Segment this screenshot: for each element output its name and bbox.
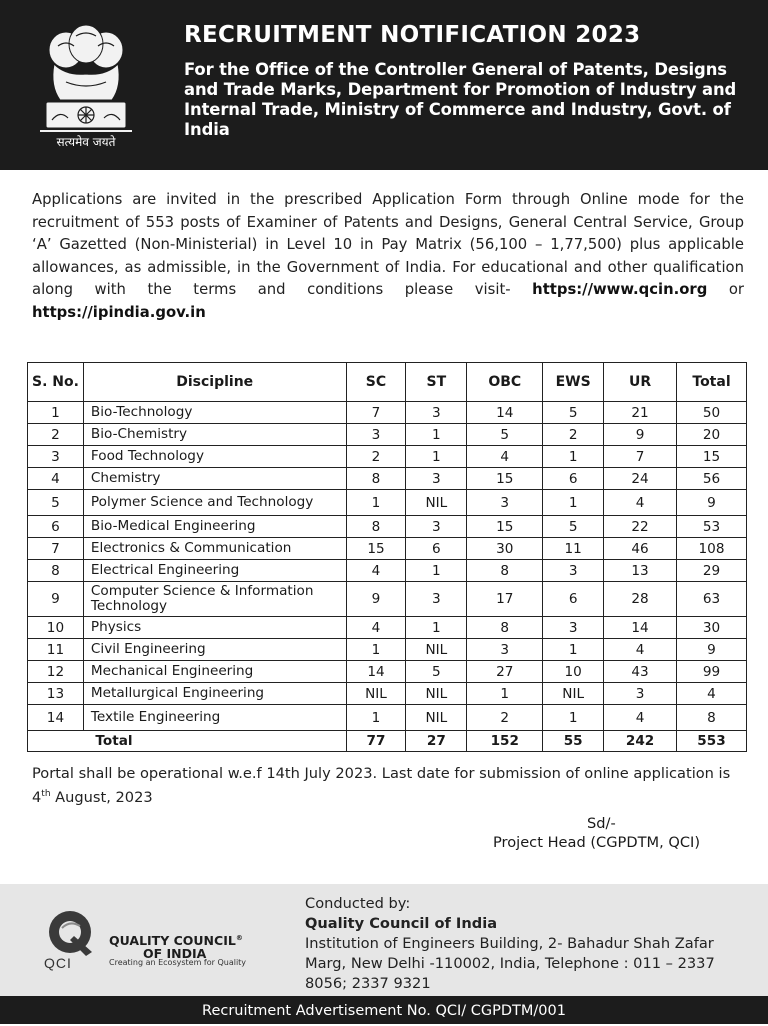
cell-discipline: Electronics & Communication <box>83 538 346 560</box>
cell-ews: 2 <box>543 424 604 446</box>
signature-sd: Sd/- <box>587 815 616 832</box>
cell-sno: 3 <box>28 446 84 468</box>
cell-ur: 43 <box>604 661 677 683</box>
cell-total: 53 <box>677 516 747 538</box>
cell-obc: 8 <box>467 617 543 639</box>
intro-paragraph <box>32 189 744 324</box>
intro-text: Applications are invited in the prescribed Application Form through Online mode for the recruitment of 553 posts of Examiner of Patents and Designs, General Central Service, Group ‘A’ Gazetted (Non-Ministerial) in Level 10 in Pay Matrix (56,100 – 1,77,500) plus applicable allowances, as admissible, in the Government of India. For educational and other qualification along with the terms and conditions please visit- <box>32 191 744 298</box>
cell-obc: 17 <box>467 582 543 617</box>
header-discipline: Discipline <box>83 363 346 402</box>
cell-ews: 3 <box>543 560 604 582</box>
cell-obc: 2 <box>467 705 543 731</box>
header-banner <box>0 0 768 170</box>
cell-ur: 3 <box>604 683 677 705</box>
cell-sc: NIL <box>346 683 406 705</box>
table-row <box>28 402 747 424</box>
cell-st: 5 <box>406 661 467 683</box>
cell-sc: 15 <box>346 538 406 560</box>
header-ews: EWS <box>543 363 604 402</box>
cell-ur: 4 <box>604 490 677 516</box>
cell-sno: 4 <box>28 468 84 490</box>
cell-ews: 10 <box>543 661 604 683</box>
cell-sno: 7 <box>28 538 84 560</box>
cell-discipline: Physics <box>83 617 346 639</box>
cell-total: 20 <box>677 424 747 446</box>
qci-name: QUALITY COUNCIL® OF INDIA <box>109 933 243 962</box>
cell-ur: 24 <box>604 468 677 490</box>
cell-ews: 6 <box>543 582 604 617</box>
cell-discipline: Polymer Science and Technology <box>83 490 346 516</box>
total-total: 553 <box>677 731 747 752</box>
qci-logo-text: QCI <box>44 955 72 971</box>
cell-sc: 3 <box>346 424 406 446</box>
cell-total: 15 <box>677 446 747 468</box>
cell-st: 1 <box>406 617 467 639</box>
cell-total: 50 <box>677 402 747 424</box>
table-row <box>28 639 747 661</box>
cell-discipline: Metallurgical Engineering <box>83 683 346 705</box>
table-row <box>28 617 747 639</box>
cell-st: 3 <box>406 516 467 538</box>
table-total-row <box>28 731 747 752</box>
cell-st: NIL <box>406 683 467 705</box>
table-header-row <box>28 363 747 402</box>
cell-ur: 28 <box>604 582 677 617</box>
portal-sup: th <box>41 789 51 799</box>
cell-st: 6 <box>406 538 467 560</box>
cell-sno: 8 <box>28 560 84 582</box>
cell-discipline: Textile Engineering <box>83 705 346 731</box>
cell-sc: 7 <box>346 402 406 424</box>
cell-st: NIL <box>406 639 467 661</box>
cell-sc: 1 <box>346 705 406 731</box>
cell-ews: 5 <box>543 402 604 424</box>
portal-notice <box>32 764 744 808</box>
table-row <box>28 661 747 683</box>
header-obc: OBC <box>467 363 543 402</box>
cell-obc: 5 <box>467 424 543 446</box>
table-row <box>28 705 747 731</box>
cell-sno: 1 <box>28 402 84 424</box>
cell-sc: 2 <box>346 446 406 468</box>
cell-ur: 21 <box>604 402 677 424</box>
cell-discipline: Bio-Technology <box>83 402 346 424</box>
cell-st: NIL <box>406 490 467 516</box>
cell-sc: 1 <box>346 490 406 516</box>
cell-st: 3 <box>406 468 467 490</box>
cell-sno: 11 <box>28 639 84 661</box>
cell-st: 3 <box>406 402 467 424</box>
cell-ews: 6 <box>543 468 604 490</box>
qcin-link[interactable]: https://www.qcin.org <box>532 281 708 298</box>
cell-sno: 12 <box>28 661 84 683</box>
cell-st: NIL <box>406 705 467 731</box>
cell-discipline: Civil Engineering <box>83 639 346 661</box>
cell-sno: 14 <box>28 705 84 731</box>
total-ur: 242 <box>604 731 677 752</box>
cell-discipline: Computer Science & Information Technology <box>83 582 346 617</box>
table-row <box>28 490 747 516</box>
conducting-org: Quality Council of India <box>305 915 498 932</box>
cell-sno: 5 <box>28 490 84 516</box>
table-row <box>28 683 747 705</box>
cell-ews: 1 <box>543 446 604 468</box>
table-row <box>28 424 747 446</box>
cell-sno: 13 <box>28 683 84 705</box>
cell-ews: 3 <box>543 617 604 639</box>
cell-total: 99 <box>677 661 747 683</box>
cell-ur: 46 <box>604 538 677 560</box>
conducted-by-block <box>305 894 745 994</box>
header-ur: UR <box>604 363 677 402</box>
cell-discipline: Bio-Chemistry <box>83 424 346 446</box>
cell-obc: 3 <box>467 490 543 516</box>
cell-obc: 1 <box>467 683 543 705</box>
cell-obc: 27 <box>467 661 543 683</box>
table-row <box>28 516 747 538</box>
cell-sc: 4 <box>346 560 406 582</box>
cell-ews: 1 <box>543 705 604 731</box>
cell-ews: NIL <box>543 683 604 705</box>
cell-total: 63 <box>677 582 747 617</box>
cell-total: 4 <box>677 683 747 705</box>
header-st: ST <box>406 363 467 402</box>
cell-total: 9 <box>677 490 747 516</box>
cell-ur: 4 <box>604 705 677 731</box>
cell-sno: 6 <box>28 516 84 538</box>
cell-sno: 2 <box>28 424 84 446</box>
cell-ur: 22 <box>604 516 677 538</box>
cell-st: 1 <box>406 424 467 446</box>
total-obc: 152 <box>467 731 543 752</box>
cell-obc: 4 <box>467 446 543 468</box>
cell-total: 108 <box>677 538 747 560</box>
emblem-motto: सत्यमेव जयते <box>56 135 116 149</box>
cell-total: 29 <box>677 560 747 582</box>
table-row <box>28 538 747 560</box>
cell-sc: 1 <box>346 639 406 661</box>
cell-sno: 9 <box>28 582 84 617</box>
cell-total: 30 <box>677 617 747 639</box>
qci-tagline: Creating an Ecosystem for Quality <box>109 958 247 967</box>
page-subtitle: For the Office of the Controller General of Patents, Designs and Trade Marks, Department for Promotion of Industry and Internal Trade, Ministry of Commerce and Industry, Govt. of India <box>184 60 737 139</box>
cell-discipline: Chemistry <box>83 468 346 490</box>
cell-discipline: Bio-Medical Engineering <box>83 516 346 538</box>
org-address: Institution of Engineers Building, 2- Bahadur Shah Zafar Marg, New Delhi -110002, India, Telephone : 011 – 2337 8056; 2337 9321 <box>305 935 715 992</box>
cell-ur: 14 <box>604 617 677 639</box>
conducted-by-label: Conducted by: <box>305 895 411 912</box>
cell-ur: 9 <box>604 424 677 446</box>
total-label: Total <box>83 731 346 752</box>
cell-ews: 1 <box>543 639 604 661</box>
cell-sc: 8 <box>346 468 406 490</box>
table-row <box>28 446 747 468</box>
cell-discipline: Electrical Engineering <box>83 560 346 582</box>
cell-ur: 13 <box>604 560 677 582</box>
header-sc: SC <box>346 363 406 402</box>
total-sc: 77 <box>346 731 406 752</box>
total-st: 27 <box>406 731 467 752</box>
cell-ews: 11 <box>543 538 604 560</box>
cell-discipline: Food Technology <box>83 446 346 468</box>
header-total: Total <box>677 363 747 402</box>
cell-st: 1 <box>406 446 467 468</box>
cell-obc: 14 <box>467 402 543 424</box>
page-title: RECRUITMENT NOTIFICATION 2023 <box>184 22 641 48</box>
cell-obc: 15 <box>467 468 543 490</box>
cell-obc: 3 <box>467 639 543 661</box>
cell-sc: 9 <box>346 582 406 617</box>
cell-ews: 1 <box>543 490 604 516</box>
cell-obc: 15 <box>467 516 543 538</box>
cell-st: 1 <box>406 560 467 582</box>
portal-text: Portal shall be operational w.e.f 14th July 2023. Last date for submission of online application is 4 <box>32 765 731 806</box>
cell-sc: 8 <box>346 516 406 538</box>
table-row <box>28 582 747 617</box>
advertisement-number-bar: Recruitment Advertisement No. QCI/ CGPDTM/001 <box>0 996 768 1024</box>
cell-obc: 30 <box>467 538 543 560</box>
intro-or: or <box>707 281 744 298</box>
qci-logo-icon <box>40 906 110 972</box>
header-sno: S. No. <box>28 363 84 402</box>
cell-sc: 14 <box>346 661 406 683</box>
cell-ews: 5 <box>543 516 604 538</box>
cell-obc: 8 <box>467 560 543 582</box>
cell-sno: 10 <box>28 617 84 639</box>
cell-discipline: Mechanical Engineering <box>83 661 346 683</box>
ipindia-link[interactable]: https://ipindia.gov.in <box>32 303 206 321</box>
signatory-designation: Project Head (CGPDTM, QCI) <box>493 834 701 851</box>
cell-sc: 4 <box>346 617 406 639</box>
table-row <box>28 560 747 582</box>
cell-sno-empty <box>28 731 84 752</box>
cell-ur: 7 <box>604 446 677 468</box>
vacancy-table <box>27 362 747 752</box>
table-row <box>28 468 747 490</box>
cell-ur: 4 <box>604 639 677 661</box>
cell-total: 56 <box>677 468 747 490</box>
cell-st: 3 <box>406 582 467 617</box>
total-ews: 55 <box>543 731 604 752</box>
cell-total: 9 <box>677 639 747 661</box>
portal-date: August, 2023 <box>50 788 153 806</box>
cell-total: 8 <box>677 705 747 731</box>
